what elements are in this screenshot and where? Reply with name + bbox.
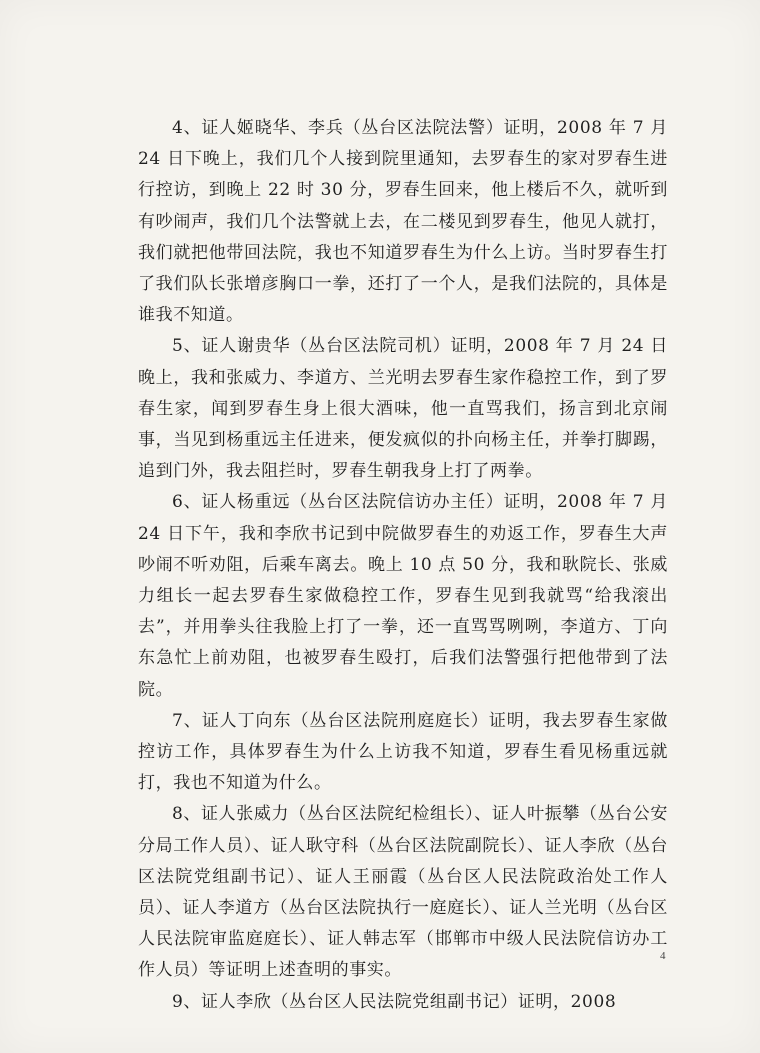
paragraph-9: 9、证人李欣（丛台区人民法院党组副书记）证明，2008 (172, 991, 617, 1012)
paragraph-5: 5、证人谢贵华（丛台区法院司机）证明，2008 年 7 月 24 日晚上，我和张威力、李道方、兰光明去罗春生家作稳控工作，到了罗春生家，闻到罗春生身上很大酒味，他一直骂我们，扬言到北京闹事，当见到杨重远主任进来，便发疯似的扑向杨主任，并拳打脚踢，追到门外，我去阻拦时，罗春生朝我身上打了两拳。 (138, 336, 668, 482)
page-number: 4 (660, 950, 666, 962)
document-body (138, 113, 668, 1018)
paragraph-8: 8、证人张威力（丛台区法院纪检组长）、证人叶振攀（丛台公安分局工作人员）、证人耿守科（丛台区法院副院长）、证人李欣（丛台区法院党组副书记）、证人王丽霞（丛台区人民法院政治处工作人员）、证人李道方（丛台区法院执行一庭庭长）、证人兰光明（丛台区人民法院审监庭庭长）、证人韩志军（邯郸市中级人民法院信访办工作人员）等证明上述查明的事实。 (138, 804, 668, 981)
paragraph-4: 4、证人姬晓华、李兵（丛台区法院法警）证明，2008 年 7 月 24 日下晚上，我们几个人接到院里通知，去罗春生的家对罗春生进行控访，到晚上 22 时 30 分，罗春生回来，他上楼后不久，就听到有吵闹声，我们几个法警就上去，在二楼见到罗春生，他见人就打，我们就把他带回法院，我也不知道罗春生为什么上访。当时罗春生打了我们队长张增彦胸口一拳，还打了一个人，是我们法院的，具体是谁我不知道。 (138, 118, 668, 326)
paragraph-7: 7、证人丁向东（丛台区法院刑庭庭长）证明，我去罗春生家做控访工作，具体罗春生为什么上访我不知道，罗春生看见杨重远就打，我也不知道为什么。 (138, 710, 668, 794)
paragraph-6: 6、证人杨重远（丛台区法院信访办主任）证明，2008 年 7 月 24 日下午，我和李欣书记到中院做罗春生的劝返工作，罗春生大声吵闹不听劝阻，后乘车离去。晚上 10 点 50 分，我和耿院长、张威力组长一起去罗春生家做稳控工作，罗春生见到我就骂“给我滚出去”，并用拳头往我脸上打了一拳，还一直骂骂咧咧，李道方、丁向东急忙上前劝阻，也被罗春生殴打，后我们法警强行把他带到了法院。 (138, 492, 668, 700)
